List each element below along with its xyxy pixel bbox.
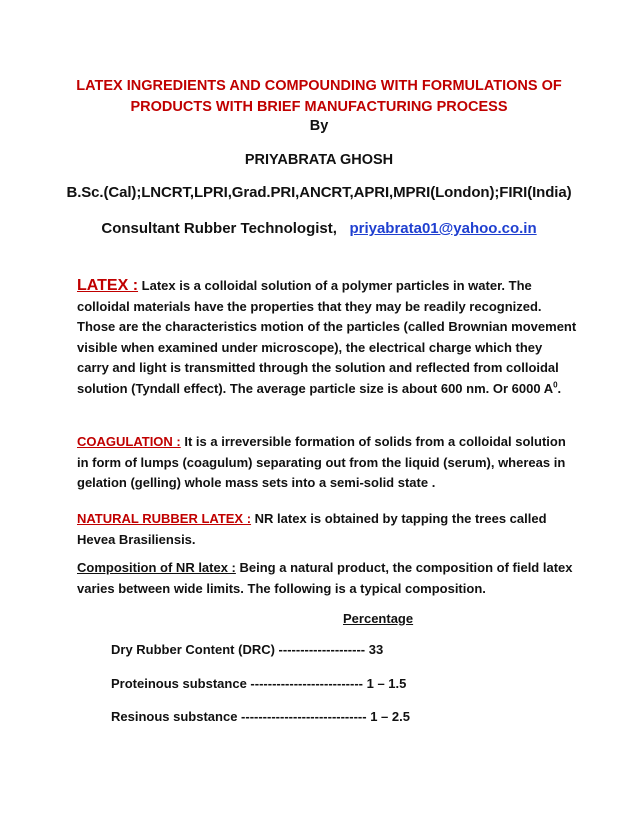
nr-latex-text: NR latex is obtained by tapping the trees called Hevea Brasiliensis. bbox=[77, 511, 547, 547]
latex-paragraph bbox=[77, 276, 577, 400]
document-title: LATEX INGREDIENTS AND COMPOUNDING WITH FORMULATIONS OF PRODUCTS WITH BRIEF MANUFACTURING PROCESS bbox=[76, 78, 562, 115]
latex-end: . bbox=[557, 380, 562, 396]
composition-row-label: Dry Rubber Content (DRC) -------------------- bbox=[111, 642, 366, 657]
composition-row bbox=[111, 709, 531, 724]
coagulation-heading: COAGULATION : bbox=[77, 434, 181, 449]
composition-row bbox=[111, 642, 531, 657]
composition-row bbox=[111, 676, 531, 691]
latex-text: Latex is a colloidal solution of a polymer particles in water. The colloidal materials have the properties that they may be readily recognized. Those are the characteristics motion of the particles (called Brownian movement visible when examined under microscope), the electrical charge which they carry and light is transmitted through the solution and reflected from colloidal solution (Tyndall effect). The average particle size is about 600 nm. Or 6000 A bbox=[77, 278, 577, 396]
percentage-header: Percentage bbox=[343, 611, 414, 626]
latex-heading: LATEX : bbox=[77, 277, 139, 294]
composition-paragraph bbox=[77, 558, 577, 599]
consultant-label: Consultant Rubber Technologist, bbox=[101, 220, 337, 237]
by-line: By bbox=[309, 118, 329, 134]
coagulation-paragraph bbox=[77, 432, 577, 494]
composition-heading: Composition of NR latex : bbox=[77, 560, 236, 575]
composition-row-value: 1 – 2.5 bbox=[370, 709, 410, 724]
coagulation-text: It is a irreversible formation of solids from a colloidal solution in form of lumps (coagulum) separating out from the liquid (serum), whereas in gelation (gelling) whole mass sets into a semi-solid state . bbox=[77, 434, 566, 491]
nr-latex-paragraph bbox=[77, 509, 577, 550]
degree-superscript: 0 bbox=[553, 380, 558, 390]
nr-latex-heading: NATURAL RUBBER LATEX : bbox=[77, 511, 252, 526]
composition-text: Being a natural product, the composition of field latex varies between wide limits. The following is a typical composition. bbox=[77, 560, 573, 596]
composition-row-value: 33 bbox=[368, 642, 384, 657]
author-degrees: B.Sc.(Cal);LNCRT,LPRI,Grad.PRI,ANCRT,APRI,MPRI(London);FIRI(India) bbox=[66, 184, 572, 201]
author-name: PRIYABRATA GHOSH bbox=[244, 152, 394, 168]
email-link[interactable]: priyabrata01@yahoo.co.in bbox=[349, 220, 537, 237]
consultant-line bbox=[0, 220, 638, 237]
composition-row-label: Resinous substance ----------------------------- bbox=[111, 709, 367, 724]
composition-row-value: 1 – 1.5 bbox=[366, 676, 407, 691]
composition-row-label: Proteinous substance -------------------------- bbox=[111, 676, 363, 691]
